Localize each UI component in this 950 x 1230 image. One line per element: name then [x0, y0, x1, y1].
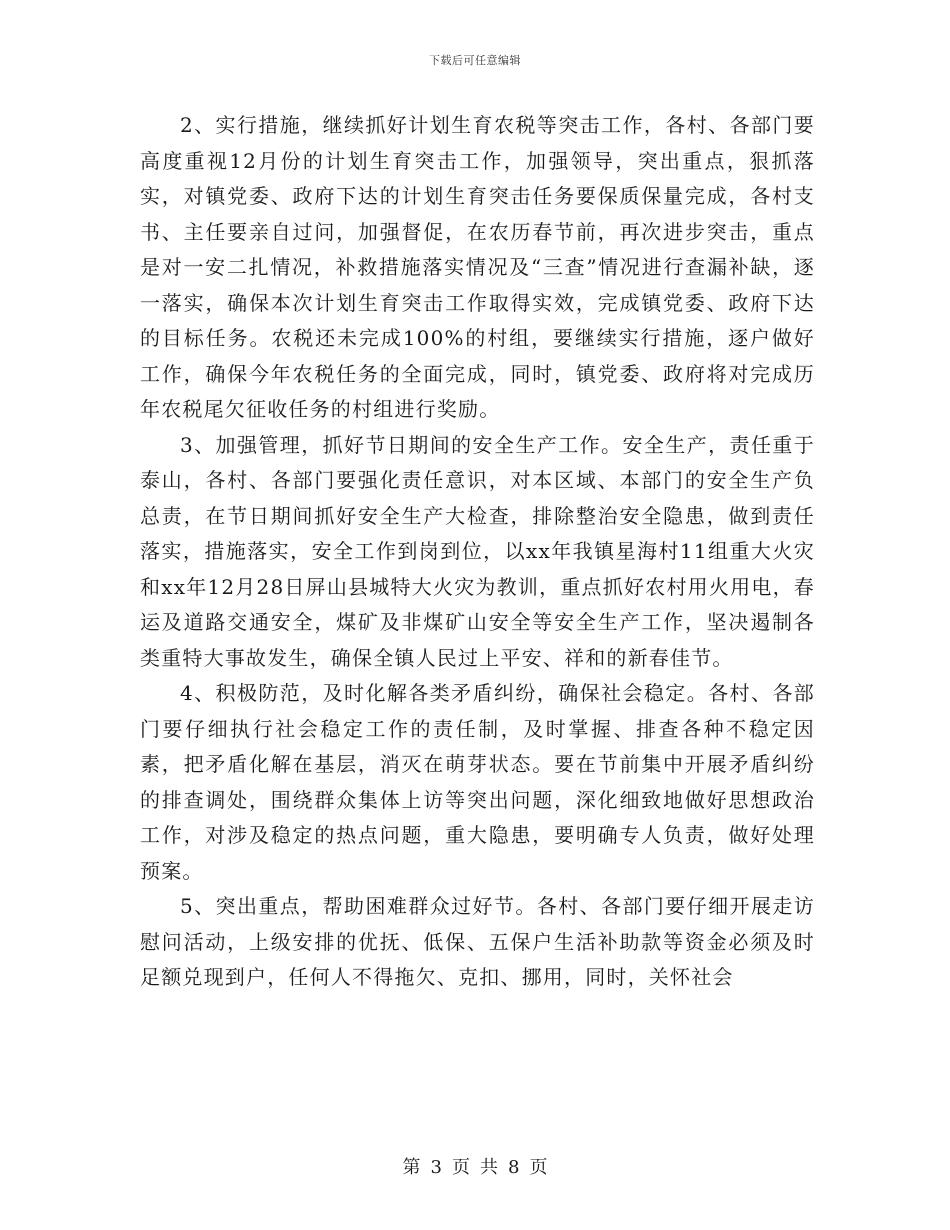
page-header-note: 下载后可任意编辑: [429, 54, 521, 67]
paragraph-5: 5、突出重点，帮助困难群众过好节。各村、各部门要仔细开展走访慰问活动，上级安排的优抚、低保、五保户生活补助款等资金必须及时足额兑现到户，任何人不得拖欠、克扣、挪用，同时，关怀社会: [140, 894, 815, 989]
paragraph-2: 2、实行措施，继续抓好计划生育农税等突击工作，各村、各部门要高度重视12月份的计划生育突击工作，加强领导，突出重点，狠抓落实，对镇党委、政府下达的计划生育突击任务要保质保量完成，各村支书、主任要亲自过问，加强督促，在农历春节前，再次进步突击，重点是对一安二扎情况，补救措施落实情况及“三查”情况进行查漏补缺，逐一落实，确保本次计划生育突击工作取得实效，完成镇党委、政府下达的目标任务。农税还未完成100%的村组，要继续实行措施，逐户做好工作，确保今年农税任务的全面完成，同时，镇党委、政府将对完成历年农税尾欠征收任务的村组进行奖励。: [140, 113, 815, 421]
footer-gong: 共: [480, 1157, 498, 1178]
document-body: [140, 108, 815, 996]
footer-ye2: 页: [529, 1157, 548, 1178]
paragraph-3: 3、加强管理，抓好节日期间的安全生产工作。安全生产，责任重于泰山，各村、各部门要强化责任意识，对本区域、本部门的安全生产负总责，在节日期间抓好安全生产大检查，排除整治安全隐患，做到责任落实，措施落实，安全工作到岗到位，以xx年我镇星海村11组重大火灾和xx年12月28日屏山县城特大火灾为教训，重点抓好农村用火用电，春运及道路交通安全，煤矿及非煤矿山安全等安全生产工作，坚决遏制各类重特大事故发生，确保全镇人民过上平安、祥和的新春佳节。: [140, 432, 815, 670]
footer-di: 第: [402, 1157, 421, 1178]
footer-total-pages: 8: [508, 1157, 520, 1178]
page-footer: [0, 1153, 950, 1179]
footer-current-page: 3: [430, 1157, 442, 1178]
paragraph-4: 4、积极防范，及时化解各类矛盾纠纷，确保社会稳定。各村、各部门要仔细执行社会稳定工作的责任制，及时掌握、排查各种不稳定因素，把矛盾化解在基层，消灭在萌芽状态。要在节前集中开展矛盾纠纷的排查调处，围绕群众集体上访等突出问题，深化细致地做好思想政治工作，对涉及稳定的热点问题，重大隐患，要明确专人负责，做好处理预案。: [140, 681, 815, 883]
footer-ye: 页: [452, 1157, 470, 1178]
